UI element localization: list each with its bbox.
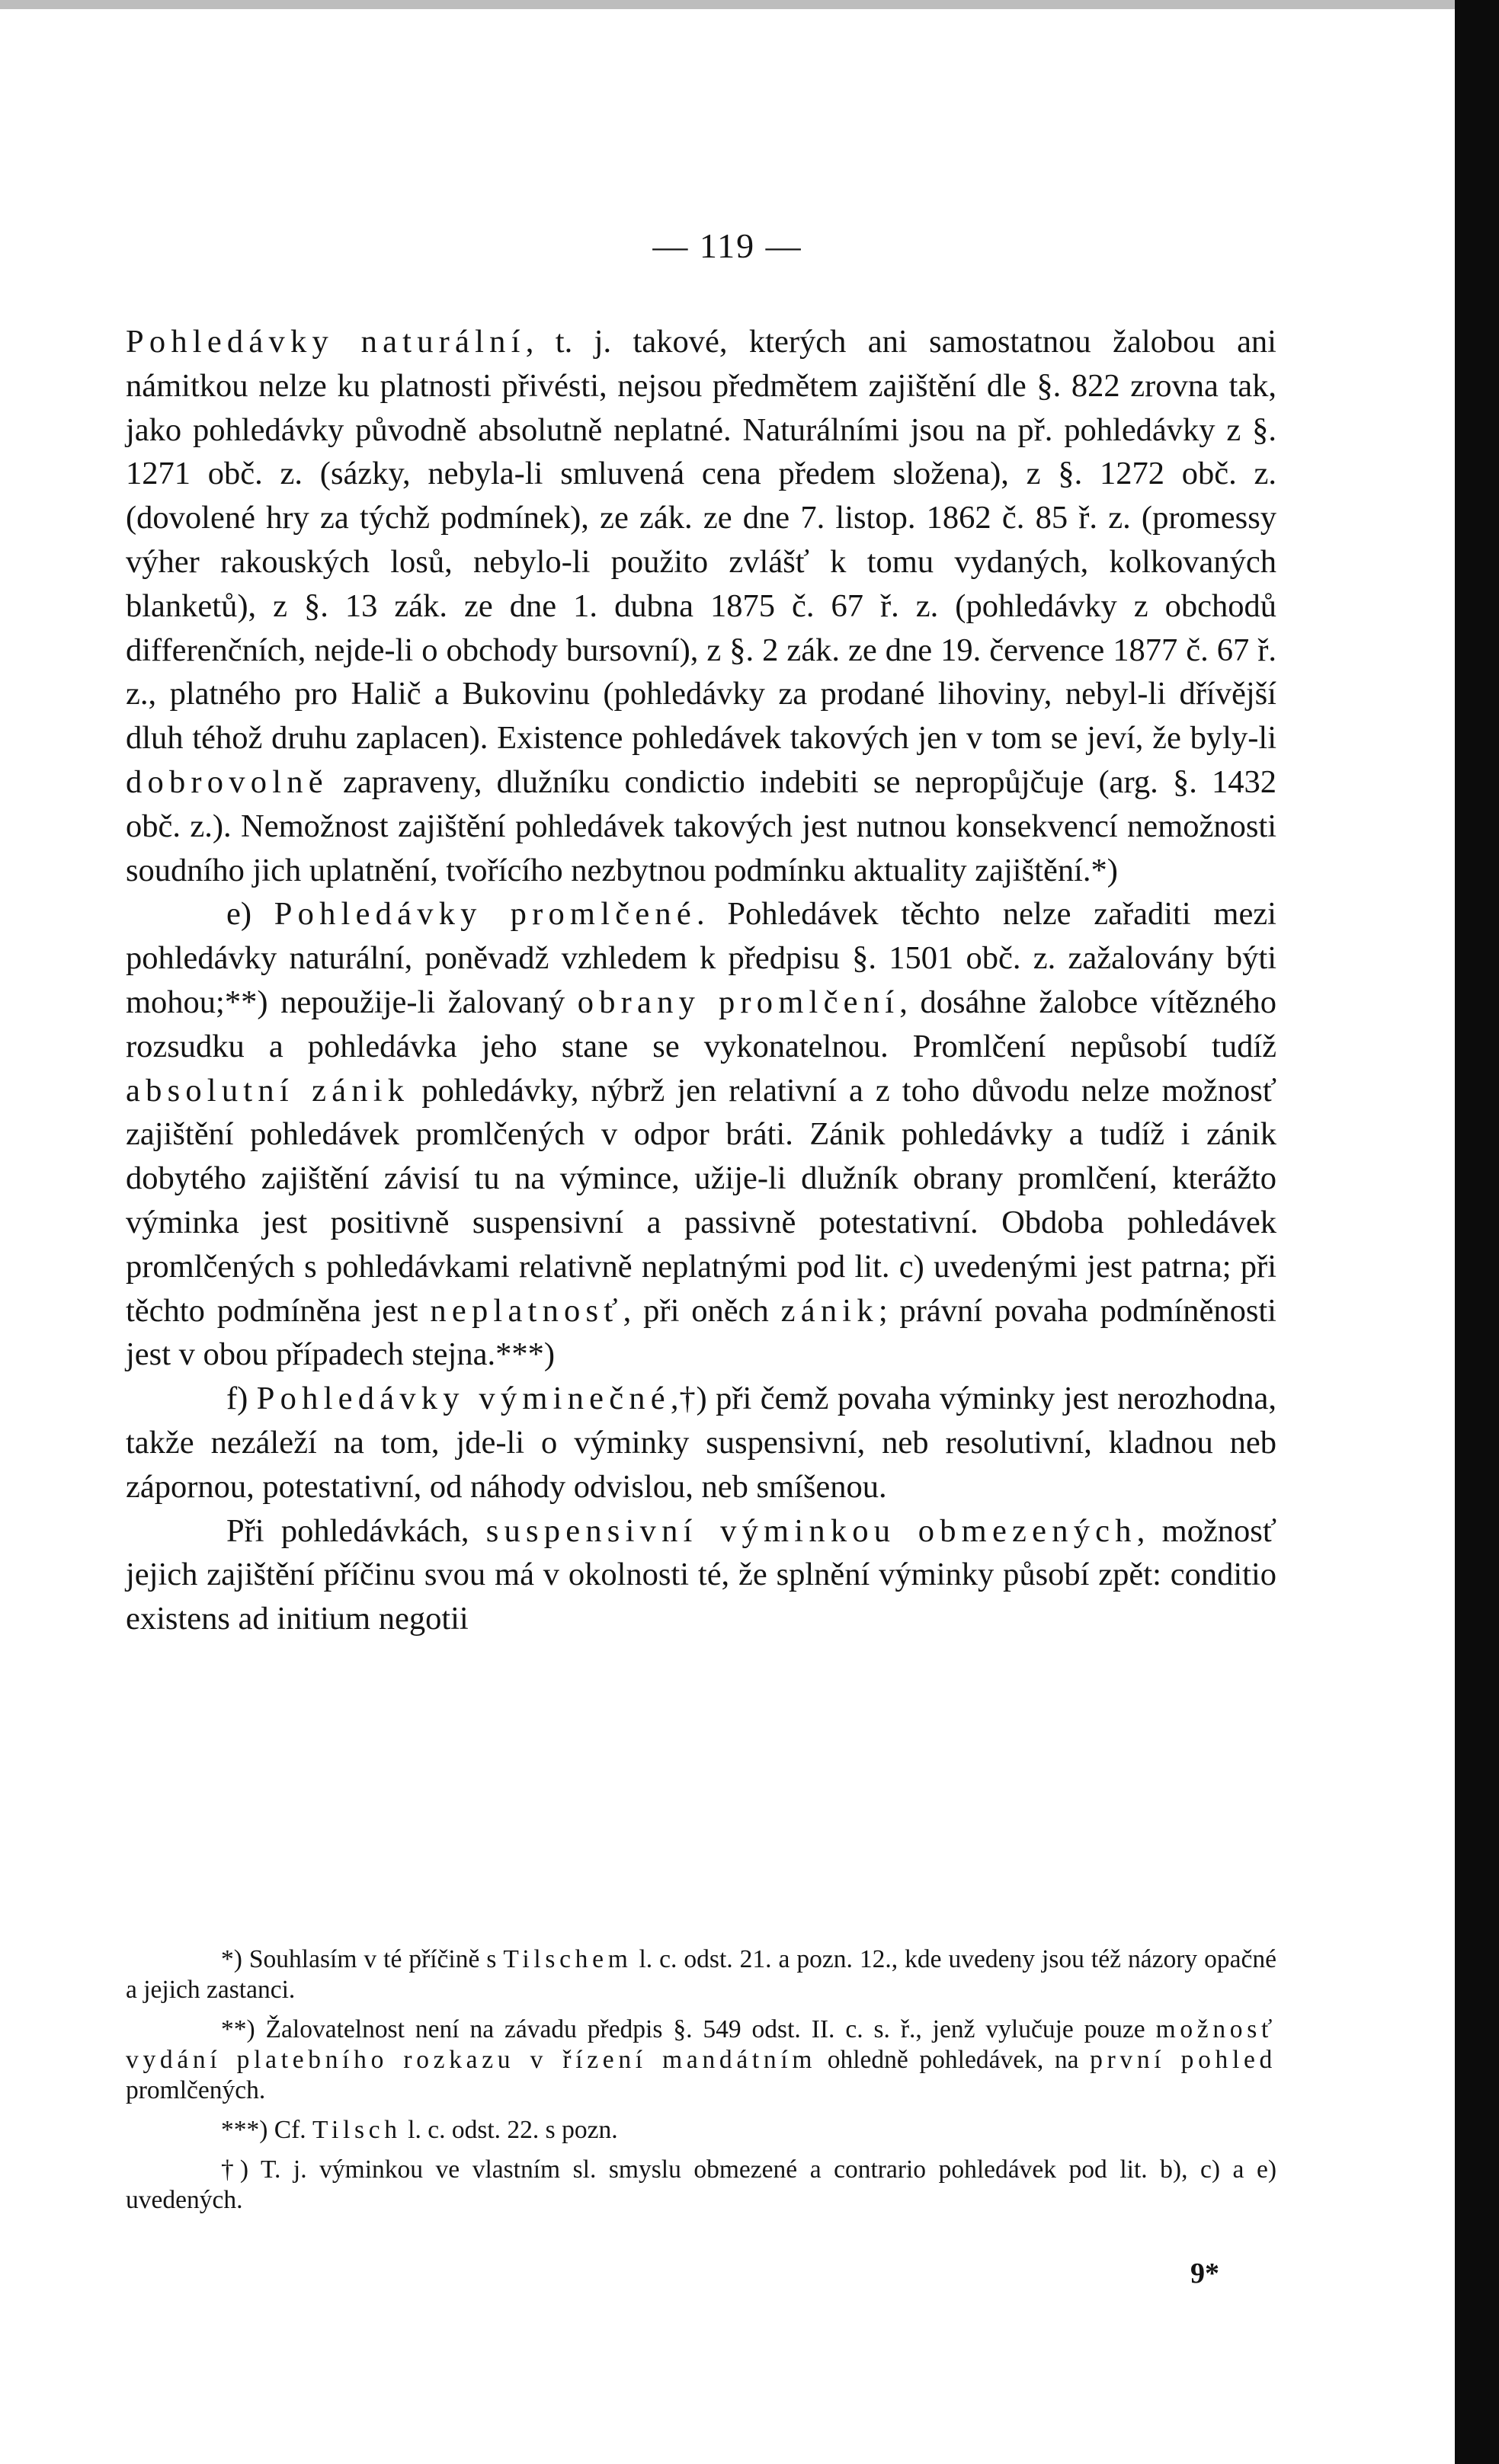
body-text (126, 320, 1276, 1641)
spaced-term: Pohledávky výminečné (256, 1381, 671, 1417)
footnote-3 (126, 2115, 1276, 2146)
footnotes (126, 1944, 1276, 2225)
paragraph-text: Při pohledávkách, (226, 1512, 486, 1549)
spaced-term: suspensivní výminkou obmezených (485, 1512, 1137, 1549)
spaced-term: neplatnosť (430, 1292, 623, 1329)
footnote-text: *) Souhlasím v té příčině s (221, 1945, 504, 1973)
spaced-term: dobrovolně (126, 763, 328, 800)
paragraph-text: pohledávky, nýbrž jen relativní a z toho důvodu nelze možnosť zajištění pohledávek promlčených v odpor bráti. Zánik pohledávky a tudíž i zánik dobytého zajištění závisí tu na výmince, užije-li dlužník obrany promlčení, kterážto výminka jest positivně suspensivní a passivně potestativní. Obdoba pohledávek promlčených s pohledávkami relativně neplatnými pod lit. c) uvedenými jest patrna; při těchto podmíněna jest (126, 1072, 1276, 1329)
footnote-2 (126, 2014, 1276, 2106)
paragraph-text: , dosáhne žalobce vítězného rozsudku a pohledávka jeho stane se vykonatelnou. Promlčení nepůsobí tudíž (126, 984, 1276, 1064)
paragraph-suspensivni (126, 1509, 1276, 1641)
footnote-text: promlčených. (126, 2076, 266, 2104)
spaced-term: zánik (780, 1292, 879, 1329)
spaced-term: absolutní zánik (126, 1072, 410, 1109)
spaced-term: možnosť vydání platebního rozkazu v řízení mandátním (126, 2015, 1276, 2074)
footnote-4 (126, 2155, 1276, 2216)
signature-mark: 9* (1190, 2258, 1219, 2290)
scan-frame-right (1455, 0, 1499, 2464)
paragraph-text: . Pohledávek těchto nelze zařaditi mezi pohledávky naturální, poněvadž vzhledem k předpisu §. 1501 obč. z. zažalovány býti mohou;**) nepoužije-li žalovaný (126, 896, 1276, 1020)
paragraph-text: zapraveny, dlužníku condictio indebiti se nepropůjčuje (arg. §. 1432 obč. z.). Nemožnost zajištění pohledávek takových jest nutnou konsekvencí nemožnosti soudního jich uplatnění, tvořícího nezbytnou podmínku aktuality zajištění.*) (126, 763, 1276, 888)
item-label: e) (226, 896, 274, 933)
spaced-term: obrany promlčení (577, 984, 900, 1020)
spaced-term: první pohled (1090, 2046, 1276, 2074)
footnote-text: ***) Cf. (221, 2116, 313, 2144)
page-number: — 119 — (652, 226, 802, 265)
spaced-term: Pohledávky promlčené (274, 896, 697, 933)
paragraph-vyminecne (126, 1377, 1276, 1509)
footnote-text: ohledně pohledávek, na (816, 2046, 1091, 2074)
footnote-1 (126, 1944, 1276, 2005)
paragraph-text: , t. j. takové, kterých ani samostatnou žalobou ani námitkou nelze ku platnosti přivésti, nejsou předmětem zajištění dle §. 822 zrovna tak, jako pohledávky původně absolutně neplatné. Naturálními jsou na př. pohledávky z §. 1271 obč. z. (sázky, nebyla-li smluvená cena předem složena), z §. 1272 obč. z. (dovolené hry za týchž podmínek), ze zák. ze dne 7. listop. 1862 č. 85 ř. z. (promessy výher rakouských losů, nebylo-li použito zvlášť k tomu vydaných, kolkovaných blanketů), z §. 13 zák. ze dne 1. dubna 1875 č. 67 ř. z. (pohledávky z obchodů differenčních, nejde-li o obchody bursovní), z §. 2 zák. ze dne 19. července 1877 č. 67 ř. z., platného pro Halič a Bukovinu (pohledávky za prodané lihoviny, nebyl-li dřívější dluh téhož druhu zaplacen). Existence pohledávek takových jen v tom se jeví, že byly-li (126, 324, 1276, 757)
footnote-text: l. c. odst. 21. a pozn. 12., kde uvedeny jsou též názory opačné a jejich zastanci. (126, 1945, 1276, 2004)
spaced-term: Pohledávky naturální (126, 324, 526, 360)
footnote-text: l. c. odst. 22. s pozn. (401, 2116, 618, 2144)
item-label: f) (226, 1381, 257, 1417)
footnote-text: †) T. j. výminkou ve vlastním sl. smyslu obmezené a contrario pohledávek pod lit. b), c) a e) uvedených. (126, 2155, 1276, 2214)
paragraph-promlcene (126, 892, 1276, 1377)
paragraph-naturalni (126, 320, 1276, 892)
spaced-term: Tilsch (312, 2116, 402, 2144)
paragraph-text: ,†) při čemž povaha výminky jest nerozhodna, takže nezáleží na tom, jde-li o výminky suspensivní, neb resolutivní, kladnou neb zápornou, potestativní, od náhody odvislou, neb smíšenou. (126, 1381, 1276, 1505)
paragraph-text: , při oněch (623, 1292, 781, 1329)
footnote-text: **) Žalovatelnost není na závadu předpis §. 549 odst. II. c. s. ř., jenž vylučuje pouze (221, 2015, 1156, 2043)
paragraph-text: , možnosť jejich zajištění příčinu svou má v okolnosti té, že splnění výminky působí zpět: conditio existens ad initium negotii (126, 1512, 1277, 1637)
spaced-term: Tilschem (503, 1945, 633, 1973)
scan-frame-top (0, 0, 1499, 9)
paragraph-text: ; právní povaha podmíněnosti jest v obou případech stejna.***) (126, 1292, 1276, 1373)
